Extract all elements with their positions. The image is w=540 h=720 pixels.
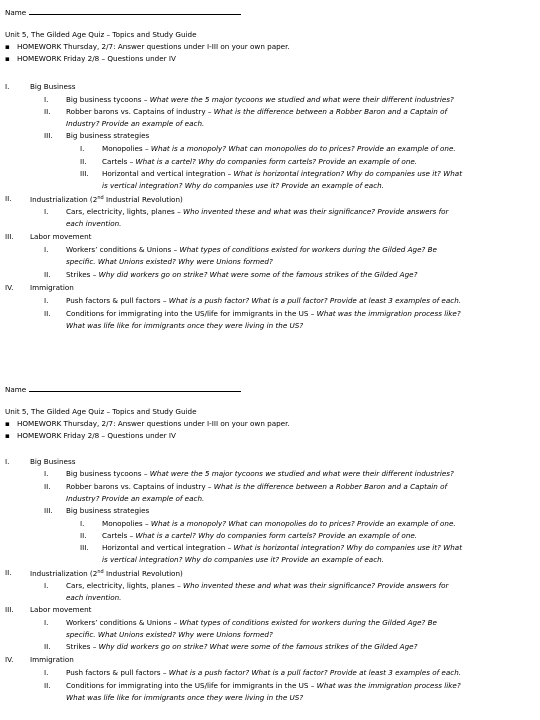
item-continuation: Industry? Provide an example of each. [66,119,205,128]
subitem-text: Horizontal and vertical integration – What is horizontal integration? Why do companies use it? What [102,543,463,552]
item-continuation: each invention. [66,219,122,228]
section-numeral: III. [5,605,14,614]
section-numeral: II. [5,194,12,203]
section-numeral: II. [5,568,12,577]
item-numeral: I. [44,618,49,627]
section-heading: Labor movement [30,605,92,614]
guide-title: Unit 5, The Gilded Age Quiz – Topics and Study Guide [5,407,197,416]
name-label: Name [5,385,27,394]
homework-item: ▪ HOMEWORK Friday 2/8 – Questions under IV [5,431,176,440]
section-heading: Labor movement [30,232,92,241]
item-numeral: I. [44,95,49,104]
section-heading: Industrialization (2nd Industrial Revolution) [30,569,183,578]
item-text: Strikes – Why did workers go on strike? What were some of the famous strikes of the Gilded Age? [66,270,418,279]
guide-title: Unit 5, The Gilded Age Quiz – Topics and Study Guide [5,30,197,39]
subitem-numeral: II. [80,157,87,166]
item-continuation: specific. What Unions existed? Why were Unions formed? [66,257,273,266]
item-numeral: II. [44,107,51,116]
subitem-text: Horizontal and vertical integration – What is horizontal integration? Why do companies use it? What [102,169,463,178]
item-numeral: II. [44,309,51,318]
item-continuation: What was life like for immigrants once they were living in the US? [66,693,304,702]
item-text: Conditions for immigrating into the US/life for immigrants in the US – What was the immigration process like? [66,681,461,690]
item-text: Cars, electricity, lights, planes – Who invented these and what was their significance? Provide answers for [66,207,449,216]
name-blank [29,383,241,392]
section-heading: Big Business [30,82,76,91]
item-numeral: II. [44,270,51,279]
subitem-numeral: I. [80,144,85,153]
section-numeral: IV. [5,655,14,664]
item-numeral: III. [44,506,53,515]
item-continuation: What was life like for immigrants once they were living in the US? [66,321,304,330]
item-numeral: I. [44,245,49,254]
item-numeral: I. [44,668,49,677]
bullet-icon: ▪ [5,42,10,51]
section-numeral: I. [5,82,10,91]
item-numeral: I. [44,469,49,478]
item-text: Big business strategies [66,506,150,515]
item-continuation: specific. What Unions existed? Why were Unions formed? [66,630,273,639]
name-line [5,6,241,18]
item-text: Workers’ conditions & Unions – What types of conditions existed for workers during the Gilded Age? Be [66,618,437,627]
item-numeral: II. [44,482,51,491]
section-heading: Immigration [30,283,74,292]
subitem-numeral: I. [80,519,85,528]
subitem-numeral: III. [80,543,89,552]
name-line [5,383,241,395]
item-numeral: III. [44,131,53,140]
item-numeral: I. [44,581,49,590]
item-text: Big business tycoons – What were the 5 major tycoons we studied and what were their different industries? [66,95,454,104]
bullet-icon: ▪ [5,431,10,440]
subitem-numeral: II. [80,531,87,540]
section-heading: Immigration [30,655,74,664]
item-text: Robber barons vs. Captains of industry – What is the difference between a Robber Baron and a Captain of [66,482,448,491]
homework-item: ▪ HOMEWORK Thursday, 2/7: Answer questions under I-III on your own paper. [5,42,290,51]
name-label: Name [5,8,27,17]
section-heading: Big Business [30,457,76,466]
item-numeral: I. [44,207,49,216]
section-numeral: III. [5,232,14,241]
section-numeral: I. [5,457,10,466]
item-text: Push factors & pull factors – What is a push factor? What is a pull factor? Provide at least 3 examples of each. [66,296,462,305]
name-blank [29,6,241,15]
homework-item: ▪ HOMEWORK Thursday, 2/7: Answer questions under I-III on your own paper. [5,419,290,428]
item-text: Workers’ conditions & Unions – What types of conditions existed for workers during the Gilded Age? Be [66,245,437,254]
item-text: Robber barons vs. Captains of industry – What is the difference between a Robber Baron and a Captain of [66,107,448,116]
item-text: Strikes – Why did workers go on strike? What were some of the famous strikes of the Gilded Age? [66,642,418,651]
item-text: Big business strategies [66,131,150,140]
item-continuation: Industry? Provide an example of each. [66,494,205,503]
homework-item: ▪ HOMEWORK Friday 2/8 – Questions under IV [5,54,176,63]
bullet-icon: ▪ [5,54,10,63]
item-numeral: II. [44,681,51,690]
subitem-text: Cartels – What is a cartel? Why do companies form cartels? Provide an example of one. [102,531,418,540]
item-text: Cars, electricity, lights, planes – Who invented these and what was their significance? Provide answers for [66,581,449,590]
subitem-numeral: III. [80,169,89,178]
item-numeral: I. [44,296,49,305]
subitem-continuation: is vertical integration? Why do companies use it? Provide an example of each. [102,555,385,564]
section-heading: Industrialization (2nd Industrial Revolution) [30,195,183,204]
subitem-continuation: is vertical integration? Why do companies use it? Provide an example of each. [102,181,385,190]
bullet-icon: ▪ [5,419,10,428]
item-text: Conditions for immigrating into the US/life for immigrants in the US – What was the immigration process like? [66,309,461,318]
item-text: Big business tycoons – What were the 5 major tycoons we studied and what were their different industries? [66,469,454,478]
item-numeral: II. [44,642,51,651]
section-numeral: IV. [5,283,14,292]
item-text: Push factors & pull factors – What is a push factor? What is a pull factor? Provide at least 3 examples of each. [66,668,462,677]
item-continuation: each invention. [66,593,122,602]
subitem-text: Monopolies – What is a monopoly? What can monopolies do to prices? Provide an example of one. [102,144,456,153]
subitem-text: Monopolies – What is a monopoly? What can monopolies do to prices? Provide an example of one. [102,519,456,528]
subitem-text: Cartels – What is a cartel? Why do companies form cartels? Provide an example of one. [102,157,418,166]
